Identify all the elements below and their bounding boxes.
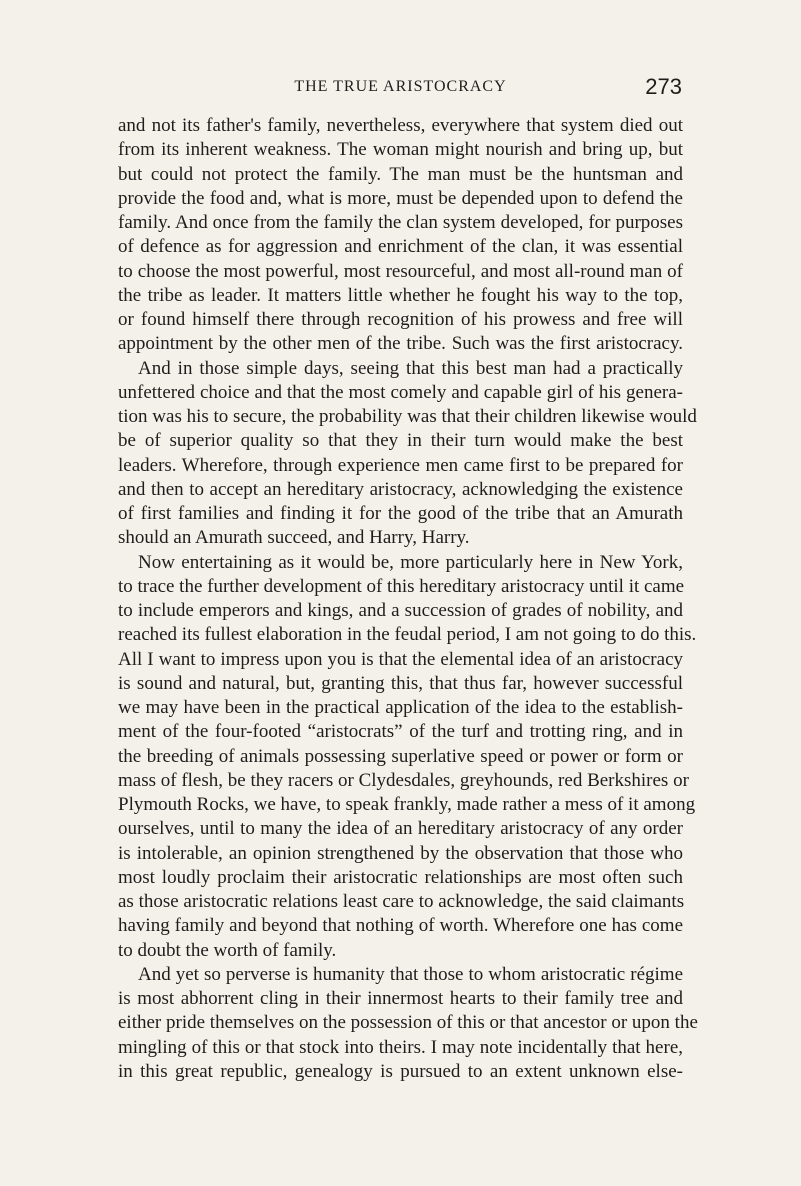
text-line: leaders. Wherefore, through experience men came first to be prepared for xyxy=(118,454,683,476)
text-line: Plymouth Rocks, we have, to speak frankly, made rather a mess of it among xyxy=(118,794,696,815)
text-line: of first families and finding it for the good of the tribe that an Amurath xyxy=(118,503,683,524)
text-line: to doubt the worth of family. xyxy=(118,939,337,961)
text-line: in this great republic, genealogy is pursued to an extent unknown else- xyxy=(118,1060,683,1082)
text-line: mingling of this or that stock into theirs. I may note incidentally that here, xyxy=(118,1036,683,1058)
text-line: from its inherent weakness. The woman might nourish and bring up, but xyxy=(118,139,683,161)
running-head xyxy=(0,74,801,104)
text-line: mass of flesh, be they racers or Clydesdales, greyhounds, red Berkshires or xyxy=(118,769,689,791)
text-line: is intolerable, an opinion strengthened by the observation that those who xyxy=(118,842,683,864)
text-line: we may have been in the practical application of the idea to the establish- xyxy=(118,697,683,718)
text-line: is sound and natural, but, granting this, that thus far, however successful xyxy=(118,672,683,694)
text-line: and then to accept an hereditary aristocracy, acknowledging the existence xyxy=(118,478,683,500)
text-line: reached its fullest elaboration in the feudal period, I am not going to do this. xyxy=(118,624,697,646)
text-line: and not its father's family, nevertheless, everywhere that system died out xyxy=(118,115,683,136)
text-line: as those aristocratic relations least care to acknowledge, the said claimants xyxy=(118,891,685,912)
text-line: most loudly proclaim their aristocratic relationships are most often such xyxy=(118,866,683,888)
text-line: the breeding of animals possessing superlative speed or power or form or xyxy=(118,745,683,767)
text-line: unfettered choice and that the most comely and capable girl of his genera- xyxy=(118,381,683,403)
text-line: to choose the most powerful, most resourceful, and most all-round man of xyxy=(118,260,683,282)
text-line: All I want to impress upon you is that the elemental idea of an aristocracy xyxy=(118,648,683,670)
text-line: either pride themselves on the possession of this or that ancestor or upon the xyxy=(118,1012,698,1034)
text-line: be of superior quality so that they in their turn would make the best xyxy=(118,430,683,452)
text-line: or found himself there through recognition of his prowess and free will xyxy=(118,309,683,330)
text-line: ourselves, until to many the idea of an hereditary aristocracy of any order xyxy=(118,818,683,840)
text-line: And yet so perverse is humanity that those to whom aristocratic régime xyxy=(138,963,683,985)
text-line: provide the food and, what is more, must be depended upon to defend the xyxy=(118,187,683,209)
body-text xyxy=(118,114,698,1084)
text-line: Now entertaining as it would be, more particularly here in New York, xyxy=(138,551,683,573)
text-line: the tribe as leader. It matters little whether he fought his way to the top, xyxy=(118,284,683,306)
text-line: appointment by the other men of the tribe. Such was the first aristocracy. xyxy=(118,333,683,355)
page-number: 273 xyxy=(645,74,682,99)
text-line: is most abhorrent cling in their innermost hearts to their family tree and xyxy=(118,988,683,1009)
text-line: of defence as for aggression and enrichment of the clan, it was essential xyxy=(118,236,683,258)
text-line: tion was his to secure, the probability was that their children likewise would xyxy=(118,406,697,427)
text-line: And in those simple days, seeing that this best man had a practically xyxy=(138,357,683,379)
text-line: to include emperors and kings, and a succession of grades of nobility, and xyxy=(118,600,683,621)
running-title: THE TRUE ARISTOCRACY xyxy=(294,78,507,95)
text-line: ment of the four-footed “aristocrats” of the turf and trotting ring, and in xyxy=(118,721,683,743)
text-line: to trace the further development of this hereditary aristocracy until it came xyxy=(118,575,685,597)
text-line: but could not protect the family. The man must be the huntsman and xyxy=(118,163,683,185)
text-line: having family and beyond that nothing of worth. Wherefore one has come xyxy=(118,915,683,937)
text-line: should an Amurath succeed, and Harry, Harry. xyxy=(118,527,470,549)
text-line: family. And once from the family the clan system developed, for purposes xyxy=(118,212,683,233)
